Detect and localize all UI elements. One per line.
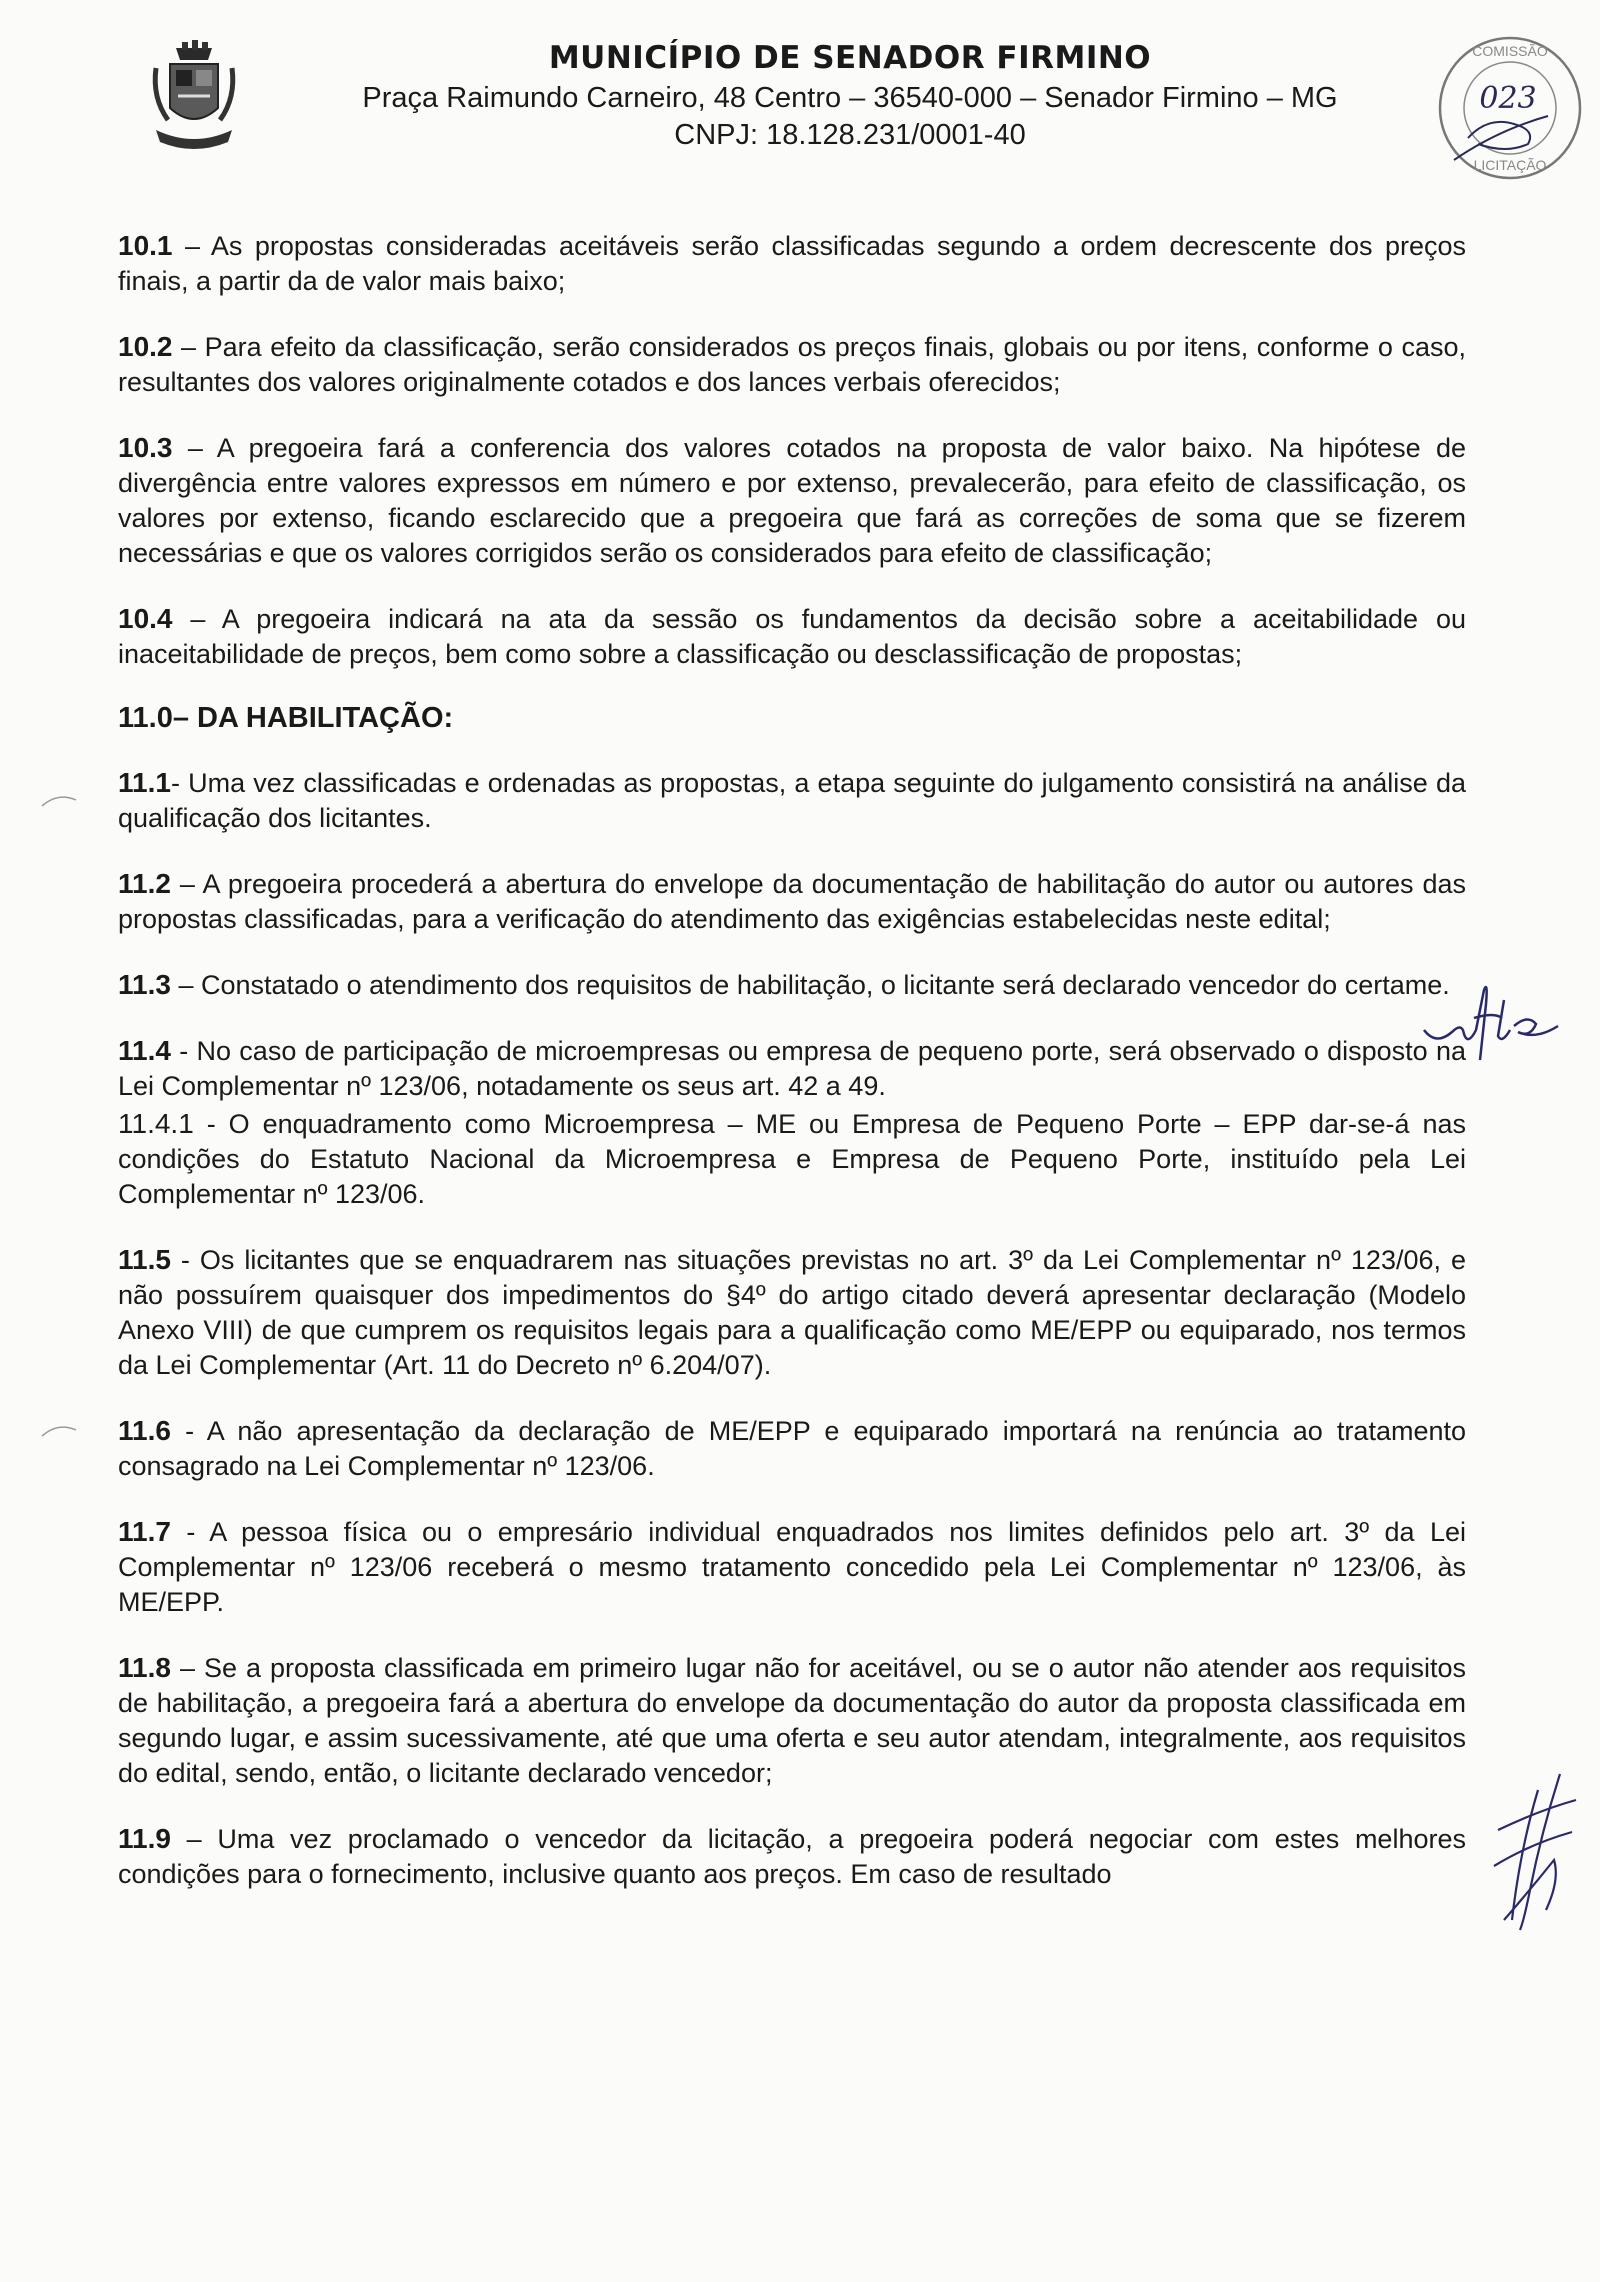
handwritten-rubric-signature — [1490, 1770, 1580, 1940]
stamp-top-text: COMISSÃO — [1472, 43, 1548, 59]
municipal-crest-icon — [148, 38, 240, 156]
municipality-cnpj: CNPJ: 18.128.231/0001-40 — [674, 119, 1026, 151]
letterhead — [330, 40, 1370, 152]
stamp-bottom-text: LICITAÇÃO — [1473, 157, 1547, 173]
clause-11-4: 11.4 - No caso de participação de microempresas ou empresa de pequeno porte, será observado o disposto na Lei Complementar nº 123/06, notadamente os seus art. 42 a 49. — [118, 1035, 1466, 1101]
clause-11-3: 11.3 – Constatado o atendimento dos requisitos de habilitação, o licitante será declarado vencedor do certame. — [118, 969, 1450, 1000]
clause-10-4: 10.4 – A pregoeira indicará na ata da sessão os fundamentos da decisão sobre a aceitabilidade ou inaceitabilidade de preços, bem como sobre a classificação ou desclassificação de propostas; — [118, 603, 1466, 669]
clause-11-7: 11.7 - A pessoa física ou o empresário individual enquadrados nos limites definidos pelo art. 3º da Lei Complementar nº 123/06 receberá o mesmo tratamento concedido pela Lei Complementar nº 123/06, às ME/EPP. — [118, 1516, 1466, 1617]
clause-11-2: 11.2 – A pregoeira procederá a abertura do envelope da documentação de habilitação do autor ou autores das propostas classificadas, para a verificação do atendimento das exigências estabelecidas neste edital; — [118, 868, 1466, 934]
margin-mark — [40, 1420, 80, 1440]
municipality-address: Praça Raimundo Carneiro, 48 Centro – 36540-000 – Senador Firmino – MG — [362, 82, 1338, 114]
clause-11-1: 11.1- Uma vez classificadas e ordenadas as propostas, a etapa seguinte do julgamento consistirá na análise da qualificação dos licitantes. — [118, 767, 1466, 833]
clause-10-3: 10.3 – A pregoeira fará a conferencia dos valores cotados na proposta de valor baixo. Na hipótese de divergência entre valores expressos em número e por extenso, prevalecerão, para efeito de classificação, os valores por extenso, ficando esclarecido que a pregoeira que fará as correções de soma que se fizerem necessárias e que os valores corrigidos serão os considerados para efeito de classificação; — [118, 432, 1466, 568]
clause-11-4-1: 11.4.1 - O enquadramento como Microempresa – ME ou Empresa de Pequeno Porte – EPP dar-se-á nas condições do Estatuto Nacional da Microempresa e Empresa de Pequeno Porte, instituído pela Lei Complementar nº 123/06. — [118, 1108, 1466, 1209]
clause-10-2: 10.2 – Para efeito da classificação, serão considerados os preços finais, globais ou por itens, conforme o caso, resultantes dos valores originalmente cotados e dos lances verbais oferecidos; — [118, 331, 1466, 397]
document-body — [118, 228, 1466, 1922]
handwritten-initials-signature — [1418, 960, 1568, 1070]
clause-11-5: 11.5 - Os licitantes que se enquadrarem nas situações previstas no art. 3º da Lei Complementar nº 123/06, e não possuírem quaisquer dos impedimentos do §4º do artigo citado deverá apresentar declaração (Modelo Anexo VIII) de que cumprem os requisitos legais para a qualificação como ME/EPP ou equiparado, nos termos da Lei Complementar (Art. 11 do Decreto nº 6.204/07). — [118, 1244, 1466, 1380]
clause-11-6: 11.6 - A não apresentação da declaração de ME/EPP e equiparado importará na renúncia ao tratamento consagrado na Lei Complementar nº 123/06. — [118, 1415, 1466, 1481]
margin-mark — [40, 790, 80, 810]
commission-stamp — [1418, 20, 1588, 195]
clause-11-8: 11.8 – Se a proposta classificada em primeiro lugar não for aceitável, ou se o autor não atender aos requisitos de habilitação, a pregoeira fará a abertura do envelope da documentação do autor da proposta classificada em segundo lugar, e assim sucessivamente, até que uma oferta e seu autor atendam, integralmente, aos requisitos do edital, sendo, então, o licitante declarado vencedor; — [118, 1652, 1466, 1788]
section-heading-habilitacao: 11.0– DA HABILITAÇÃO: — [118, 702, 454, 734]
stamp-page-number: 023 — [1479, 81, 1537, 116]
municipality-title: MUNICÍPIO DE SENADOR FIRMINO — [548, 40, 1152, 76]
clause-11-9: 11.9 – Uma vez proclamado o vencedor da licitação, a pregoeira poderá negociar com estes melhores condições para o fornecimento, inclusive quanto aos preços. Em caso de resultado — [118, 1823, 1466, 1889]
clause-10-1: 10.1 – As propostas consideradas aceitáveis serão classificadas segundo a ordem decrescente dos preços finais, a partir da de valor mais baixo; — [118, 230, 1466, 296]
